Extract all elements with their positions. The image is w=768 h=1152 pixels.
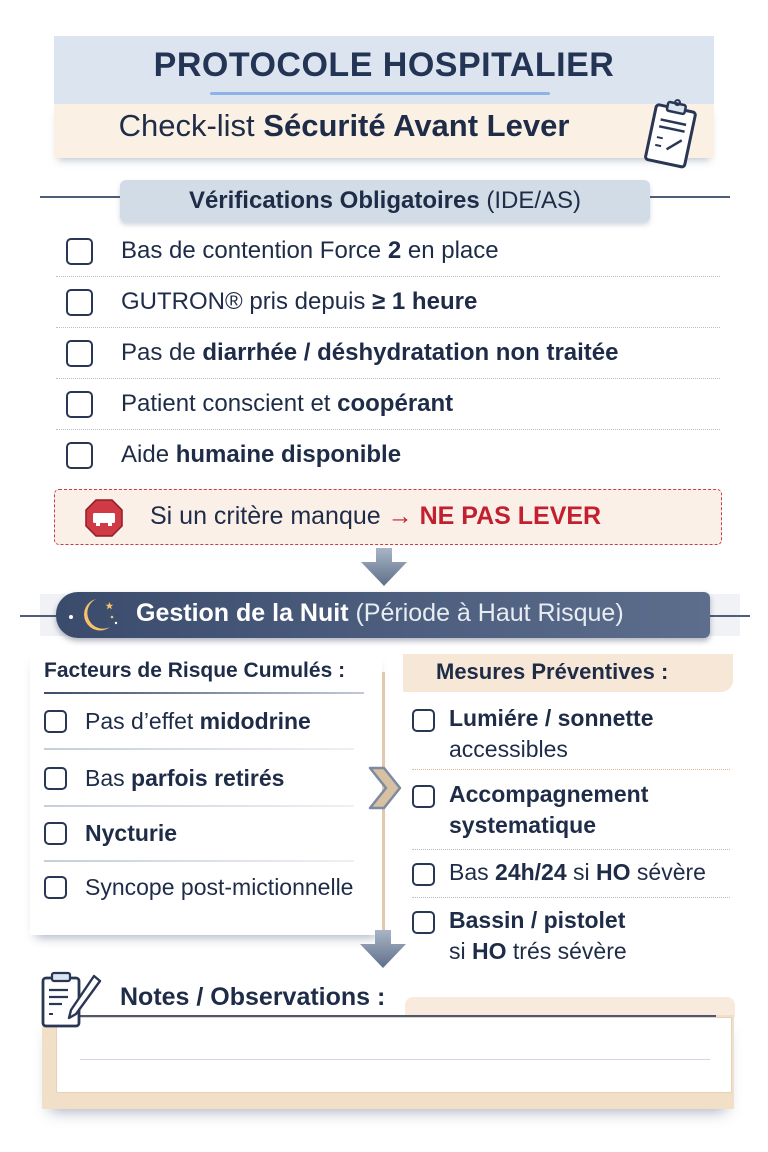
section-title-bold: Vérifications Obligatoires xyxy=(188,187,480,214)
row-divider xyxy=(412,769,730,770)
checkbox[interactable] xyxy=(44,876,67,899)
label-bold: 2 xyxy=(387,237,402,264)
preventive-label-line1 xyxy=(449,703,653,734)
preventive-label xyxy=(449,857,706,888)
checkbox[interactable] xyxy=(44,822,67,845)
label-text: Bas xyxy=(85,764,132,791)
stop-sign-icon xyxy=(84,498,124,538)
label-text: si xyxy=(449,938,472,964)
risk-factor-item[interactable] xyxy=(44,813,177,853)
checklist-item[interactable] xyxy=(66,277,716,327)
preventive-item[interactable] xyxy=(412,779,648,841)
risk-factor-label xyxy=(85,820,177,847)
preventive-item[interactable] xyxy=(412,703,653,765)
notes-underline xyxy=(62,1015,716,1017)
preventive-label-line1 xyxy=(449,779,648,810)
alert-action: NE PAS LEVER xyxy=(419,502,602,530)
preventive-label xyxy=(449,905,627,967)
title-underline xyxy=(210,92,550,95)
label-text: sévère xyxy=(630,859,706,885)
label-bold: humaine disponible xyxy=(175,441,402,468)
checklist-item-label xyxy=(121,237,499,265)
label-text: trés sévère xyxy=(506,938,627,964)
label-text: Bas xyxy=(449,859,496,885)
preventive-item[interactable] xyxy=(412,857,706,888)
subtitle-normal: Check-list xyxy=(118,108,264,143)
checklist-item[interactable] xyxy=(66,430,716,480)
chevron-right-icon xyxy=(368,766,402,810)
label-text: en place xyxy=(401,237,499,264)
night-divider-right xyxy=(705,615,750,617)
label-text: Pas de xyxy=(121,339,203,366)
label-bold: ≥ 1 heure xyxy=(372,288,478,315)
preventive-label xyxy=(449,779,648,841)
label-bold: HO xyxy=(596,859,631,885)
checklist-item[interactable] xyxy=(66,379,716,429)
notes-title: Notes / Observations : xyxy=(120,983,386,1011)
risk-factor-label xyxy=(85,874,353,901)
risk-factors-heading: Facteurs de Risque Cumulés : xyxy=(44,659,346,682)
label-bold: coopérant xyxy=(337,390,454,417)
night-title-normal: (Période à Haut Risque) xyxy=(348,599,624,627)
checklist-item-label xyxy=(121,390,453,418)
notes-pencil-icon xyxy=(40,970,106,1030)
label-bold: 24h/24 xyxy=(495,859,567,885)
page-subtitle xyxy=(54,108,634,144)
risk-factor-label xyxy=(85,708,311,735)
arrow-down-icon xyxy=(358,930,408,970)
heading-underline xyxy=(44,692,364,694)
label-bold: midodrine xyxy=(199,707,311,734)
checkbox[interactable] xyxy=(66,289,93,316)
checkbox[interactable] xyxy=(412,709,435,732)
label-bold: parfois retirés xyxy=(131,764,285,791)
row-divider xyxy=(44,805,354,807)
arrow-right-icon: → xyxy=(387,502,413,530)
label-bold: systematique xyxy=(449,812,597,838)
checklist-item[interactable] xyxy=(66,226,716,276)
row-divider xyxy=(44,860,354,862)
label-text: GUTRON® pris depuis xyxy=(121,288,373,315)
alert-message xyxy=(150,502,601,531)
risk-factor-label xyxy=(85,765,284,792)
label-text: Patient conscient et xyxy=(121,390,338,417)
row-divider xyxy=(412,897,730,898)
checkbox[interactable] xyxy=(412,863,435,886)
preventive-label xyxy=(449,703,653,765)
row-divider xyxy=(44,748,354,750)
label-bold: HO xyxy=(472,938,507,964)
label-bold: Accompagnement xyxy=(449,781,649,807)
label-bold: Bassin / pistolet xyxy=(449,907,626,933)
label-text: Aide xyxy=(121,441,176,468)
night-divider-left xyxy=(20,615,60,617)
label-text: Pas d’effet xyxy=(85,707,200,734)
preventive-label-line1 xyxy=(449,905,627,936)
label-bold: Lumiére / sonnette xyxy=(449,705,654,731)
label-bold: diarrhée / déshydratation non traitée xyxy=(202,339,619,366)
night-title-bold: Gestion de la Nuit xyxy=(136,599,349,627)
label-text: accessibles xyxy=(449,736,568,762)
preventive-heading: Mesures Préventives : xyxy=(436,659,669,684)
section-header-mandatory xyxy=(120,180,650,222)
alert-text: Si un critère manque xyxy=(150,502,388,530)
preventive-label-line1 xyxy=(449,857,706,888)
section-divider-left xyxy=(40,196,130,198)
notes-ruled-line xyxy=(80,1059,710,1060)
night-title xyxy=(136,599,624,628)
checklist-item[interactable] xyxy=(66,328,716,378)
checkbox[interactable] xyxy=(412,785,435,808)
risk-factor-item[interactable] xyxy=(44,701,311,741)
checkbox[interactable] xyxy=(66,391,93,418)
checklist-item-label xyxy=(121,288,477,316)
label-bold: Nycturie xyxy=(85,819,178,846)
checklist-item-label xyxy=(121,441,401,469)
label-text: Syncope post-mictionnelle xyxy=(85,873,354,900)
section-divider-right xyxy=(645,196,730,198)
risk-factor-item[interactable] xyxy=(44,758,284,798)
preventive-label-line2 xyxy=(449,936,627,967)
subtitle-bold: Sécurité Avant Lever xyxy=(263,108,570,143)
preventive-label-line2 xyxy=(449,734,653,765)
page-title: PROTOCOLE HOSPITALIER xyxy=(153,46,615,84)
checkbox[interactable] xyxy=(412,911,435,934)
checkbox[interactable] xyxy=(44,710,67,733)
checkbox[interactable] xyxy=(66,340,93,367)
checkbox[interactable] xyxy=(44,767,67,790)
clipboard-icon xyxy=(640,98,702,172)
label-text: si xyxy=(566,859,597,885)
preventive-label-line2 xyxy=(449,810,648,841)
checklist-item-label xyxy=(121,339,619,367)
row-divider xyxy=(412,849,730,850)
checkbox[interactable] xyxy=(66,238,93,265)
moon-icon xyxy=(66,595,122,635)
label-text: Bas de contention Force xyxy=(121,237,388,264)
checkbox[interactable] xyxy=(66,442,93,469)
notes-tab xyxy=(405,997,735,1017)
arrow-down-icon xyxy=(359,548,409,588)
risk-factor-item[interactable] xyxy=(44,867,353,907)
notes-input[interactable] xyxy=(56,1017,732,1093)
section-title-normal: (IDE/AS) xyxy=(479,187,582,214)
preventive-item[interactable] xyxy=(412,905,627,967)
